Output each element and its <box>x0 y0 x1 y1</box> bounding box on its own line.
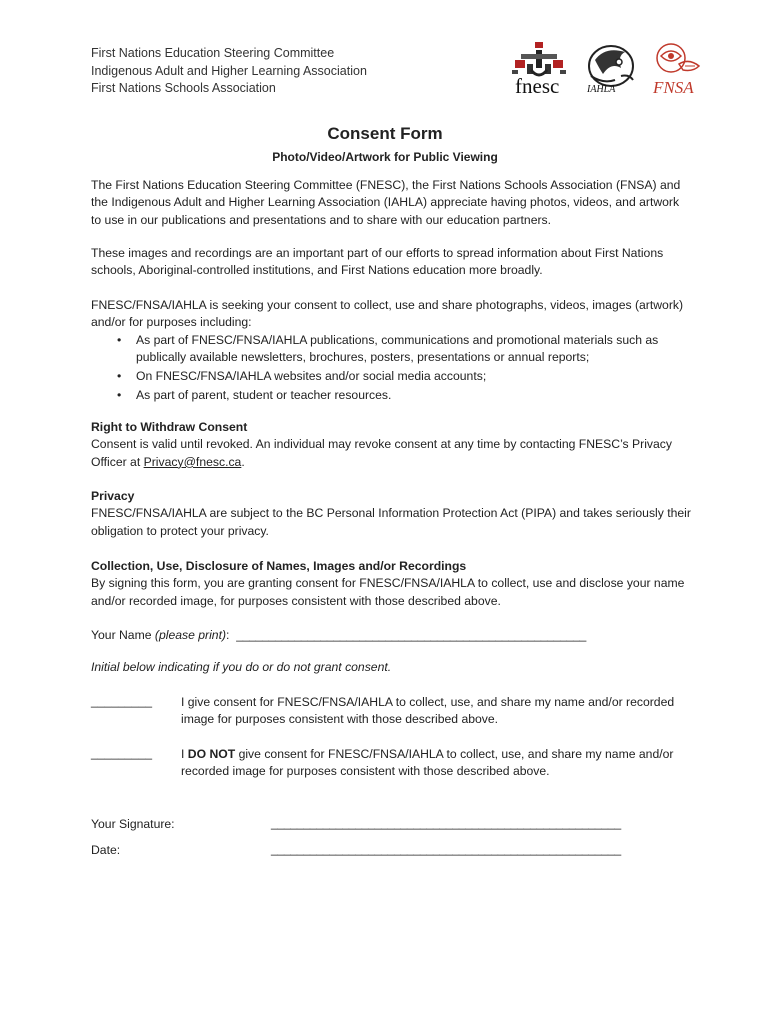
privacy-email-link[interactable]: Privacy@fnesc.ca <box>143 454 242 469</box>
signature-label: Your Signature: <box>91 817 175 831</box>
withdraw-end: . <box>241 454 245 469</box>
consent-no-initial-line[interactable]: _________ <box>91 746 153 760</box>
consent-no-rest: give consent for FNESC/FNSA/IAHLA to collect, use, and share my name and/or recorded image for purposes consistent with those described above. <box>181 747 674 779</box>
withdraw-section <box>91 419 691 471</box>
collection-heading: Collection, Use, Disclosure of Names, Images and/or Recordings <box>91 559 467 573</box>
name-colon: : <box>226 628 230 642</box>
withdraw-text <box>91 436 691 471</box>
signature-line[interactable]: ______________________________________________________ <box>271 816 621 830</box>
consent-no-prefix: I <box>181 747 188 761</box>
org-line-fnesc: First Nations Education Steering Committee <box>91 46 335 60</box>
name-label: Your Name <box>91 628 155 642</box>
date-label: Date: <box>91 843 121 857</box>
collection-section <box>91 558 691 610</box>
list-item-text: On FNESC/FNSA/IAHLA websites and/or social media accounts; <box>136 369 487 384</box>
list-item <box>91 332 691 367</box>
name-hint: (please print) <box>154 628 227 642</box>
privacy-section <box>91 488 691 540</box>
collection-text: By signing this form, you are granting consent for FNESC/FNSA/IAHLA to collect, use and disclose your name and/or recorded image, for purposes consistent with those described above. <box>91 576 685 608</box>
bullet-icon: • <box>117 388 122 403</box>
fnsa-logo <box>649 40 705 100</box>
fnesc-logo <box>509 40 569 100</box>
org-line-iahla: Indigenous Adult and Higher Learning Association <box>91 63 367 78</box>
consent-no-emphasis: DO NOT <box>187 747 236 761</box>
fnesc-wordmark: fnesc <box>515 74 560 98</box>
consent-yes-initial-line[interactable]: _________ <box>91 694 153 708</box>
privacy-text: FNESC/FNSA/IAHLA are subject to the BC Personal Information Protection Act (PIPA) and takes seriously their obligation to protect your privacy. <box>91 506 691 538</box>
intro-paragraph-1: The First Nations Education Steering Committee (FNESC), the First Nations Schools Association (FNSA) and the Indigenous Adult and Higher Learning Association (IAHLA) appreciate having photos, videos, and artwork to use in our publications and presentations and to share with our education partners. <box>91 178 681 227</box>
org-line-fnsa: First Nations Schools Association <box>91 81 276 95</box>
date-line[interactable]: ______________________________________________________ <box>271 842 621 856</box>
bullet-icon: • <box>117 333 122 347</box>
initial-instruction: Initial below indicating if you do or do not grant consent. <box>91 660 392 674</box>
iahla-wordmark: IAHLA <box>587 84 616 95</box>
privacy-heading: Privacy <box>91 489 135 503</box>
list-item-text: As part of parent, student or teacher resources. <box>136 388 392 403</box>
page-title: Consent Form <box>327 124 443 143</box>
intro-paragraph-2: These images and recordings are an important part of our efforts to spread information about First Nations schools, Aboriginal-controlled institutions, and First Nations education more broadly. <box>91 246 664 278</box>
iahla-logo <box>581 40 639 100</box>
name-input-line[interactable]: ______________________________________________________ <box>236 628 587 642</box>
withdraw-heading: Right to Withdraw Consent <box>91 420 248 434</box>
list-item <box>91 387 691 404</box>
withdraw-body: Consent is valid until revoked. An individual may revoke consent at any time by contacting FNESC’s Privacy Officer at <box>91 437 672 469</box>
list-item-text: As part of FNESC/FNSA/IAHLA publications, communications and promotional materials such as publically available newsletters, brochures, posters, presentations or annual reports; <box>136 333 659 365</box>
logo-group <box>505 40 705 102</box>
bullet-icon: • <box>117 369 122 384</box>
consent-no-text <box>181 746 691 781</box>
page-subtitle: Photo/Video/Artwork for Public Viewing <box>272 150 498 164</box>
fnsa-emblem-icon <box>649 40 705 80</box>
intro-paragraph-3: FNESC/FNSA/IAHLA is seeking your consent to collect, use and share photographs, videos, images (artwork) and/or for purposes including: <box>91 298 684 330</box>
purpose-list <box>91 332 691 406</box>
fnsa-wordmark: FNSA <box>653 78 694 97</box>
consent-yes-text: I give consent for FNESC/FNSA/IAHLA to collect, use, and share my name and/or recorded image for purposes consistent with those described above. <box>181 695 675 727</box>
organization-names <box>91 45 367 98</box>
list-item <box>91 368 691 385</box>
name-field-row <box>91 627 731 644</box>
